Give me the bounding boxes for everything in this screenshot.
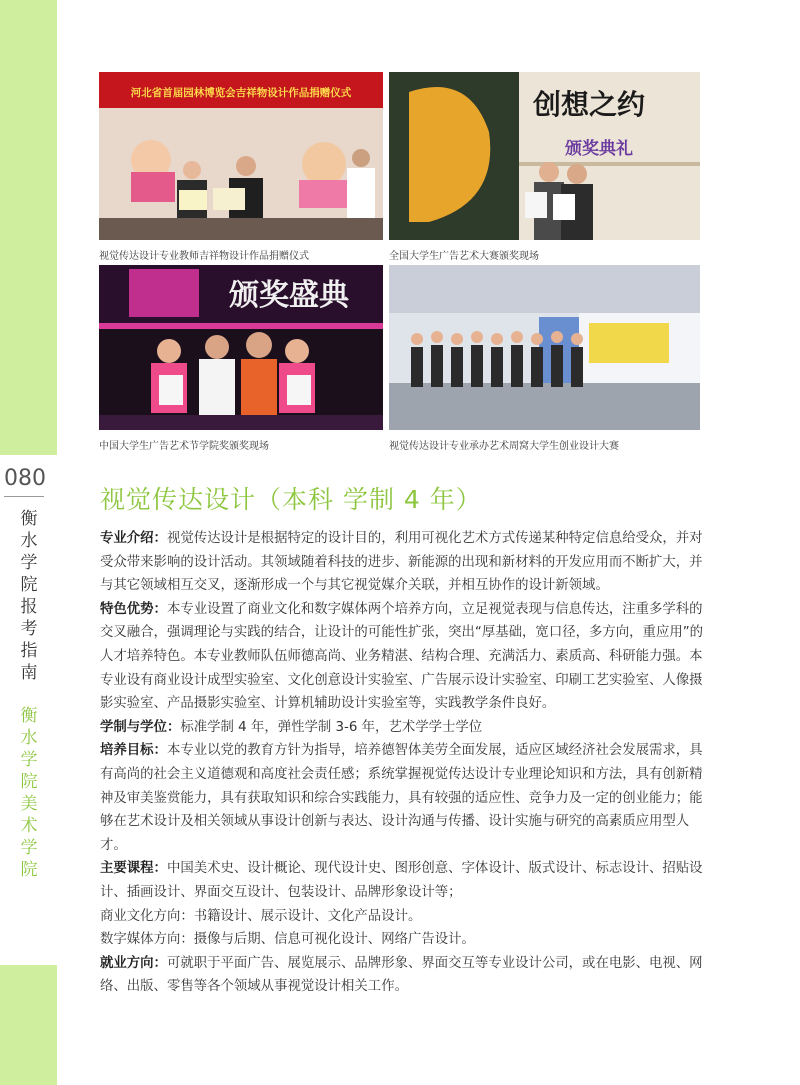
sidebar-guide-title: 衡水学院报考指南 bbox=[20, 509, 38, 683]
photo-startup-contest bbox=[389, 265, 700, 430]
photo-donation-ceremony-image bbox=[99, 72, 383, 240]
label-goals: 培养目标： bbox=[100, 743, 167, 759]
label-advantages: 特色优势： bbox=[100, 601, 167, 617]
text-courses: 中国美术史、设计概论、现代设计史、图形创意、字体设计、版式设计、标志设计、招贴设计、插画设计、界面交互设计、包装设计、品牌形象设计等； bbox=[100, 861, 703, 900]
text-advantages: 本专业设置了商业文化和数字媒体两个培养方向，立足视觉表现与信息传达，注重多学科的交叉融合，强调理论与实践的结合，让设计的可能性扩张，突出“厚基础，宽口径，多方向，重应用”的人才培养特色。本专业教师队伍师德高尚、业务精湛、结构合理、充满活力、素质高、科研能力强。本专业设有商业设计成型实验室、文化创意设计实验室、广告展示设计实验室、印刷工艺实验室、人像摄影实验室、产品摄影实验室、计算机辅助设计实验室等，实践教学条件良好。 bbox=[100, 601, 704, 712]
paragraph-digital-track bbox=[100, 928, 710, 952]
photo-2-subbanner: 颁奖典礼 bbox=[565, 139, 633, 159]
photo-donation-ceremony bbox=[99, 72, 383, 240]
label-courses: 主要课程： bbox=[100, 861, 167, 877]
text-careers: 可就职于平面广告、展览展示、品牌形象、界面交互等专业设计公司，或在电影、电视、网络、出版、零售等各个领域从事视觉设计相关工作。 bbox=[100, 955, 703, 995]
photo-2-banner: 创想之约 bbox=[532, 88, 646, 121]
paragraph-intro bbox=[100, 527, 710, 598]
sidebar-divider bbox=[4, 496, 44, 497]
section-body bbox=[100, 527, 710, 999]
text-commercial-track: 商业文化方向：书籍设计、展示设计、文化产品设计。 bbox=[100, 908, 422, 924]
paragraph-degree bbox=[100, 716, 710, 740]
photo-academy-award-image bbox=[99, 265, 383, 430]
label-degree: 学制与学位： bbox=[100, 719, 181, 735]
text-intro: 视觉传达设计是根据特定的设计目的，利用可视化艺术方式传递某种特定信息给受众，并对受众带来影响的设计活动。其领域随着科技的进步、新能源的出现和新材料的开发应用而不断扩大，并与其它领域相互交叉，逐渐形成一个与其它视觉媒介关联，并相互协作的设计新领域。 bbox=[100, 531, 703, 594]
paragraph-advantages bbox=[100, 598, 710, 716]
paragraph-careers bbox=[100, 952, 710, 999]
photo-academy-award bbox=[99, 265, 383, 430]
label-intro: 专业介绍： bbox=[100, 531, 167, 546]
caption-photo-4: 视觉传达设计专业承办艺术周窝大学生创业设计大赛 bbox=[389, 441, 619, 452]
text-degree: 标准学制 4 年，弹性学制 3-6 年，艺术学学士学位 bbox=[180, 719, 483, 735]
sidebar-school-title: 衡水学院美术学院 bbox=[20, 706, 38, 880]
section-title: 视觉传达设计（本科 学制 4 年） bbox=[100, 485, 482, 514]
caption-photo-3: 中国大学生广告艺术节学院奖颁奖现场 bbox=[99, 441, 269, 452]
photo-1-banner: 河北省首届园林博览会吉祥物设计作品捐赠仪式 bbox=[130, 87, 352, 99]
photo-3-banner: 颁奖盛典 bbox=[229, 278, 349, 313]
paragraph-courses bbox=[100, 857, 710, 904]
label-careers: 就业方向： bbox=[100, 955, 167, 971]
page-number: 080 bbox=[4, 466, 46, 491]
text-goals: 本专业以党的教育方针为指导，培养德智体美劳全面发展，适应区域经济社会发展需求，具有高尚的社会主义道德观和高度社会责任感；系统掌握视觉传达设计专业理论知识和方法，具有创新精神及审美鉴赏能力，具有获取知识和综合实践能力，具有较强的适应性、竞争力及一定的创业能力；能够在艺术设计及相关领域从事设计创新与表达、设计沟通与传播、设计实施与研究的高素质应用型人才。 bbox=[100, 743, 703, 853]
photo-startup-contest-image bbox=[389, 265, 700, 430]
text-digital-track: 数字媒体方向：摄像与后期、信息可视化设计、网络广告设计。 bbox=[100, 932, 475, 948]
caption-photo-2: 全国大学生广告艺术大赛颁奖现场 bbox=[389, 251, 539, 262]
paragraph-goals bbox=[100, 739, 710, 857]
photo-ad-contest-awards bbox=[389, 72, 700, 240]
photo-ad-contest-image bbox=[389, 72, 700, 240]
caption-photo-1: 视觉传达设计专业教师吉祥物设计作品捐赠仪式 bbox=[99, 251, 309, 262]
paragraph-commercial-track bbox=[100, 905, 710, 929]
